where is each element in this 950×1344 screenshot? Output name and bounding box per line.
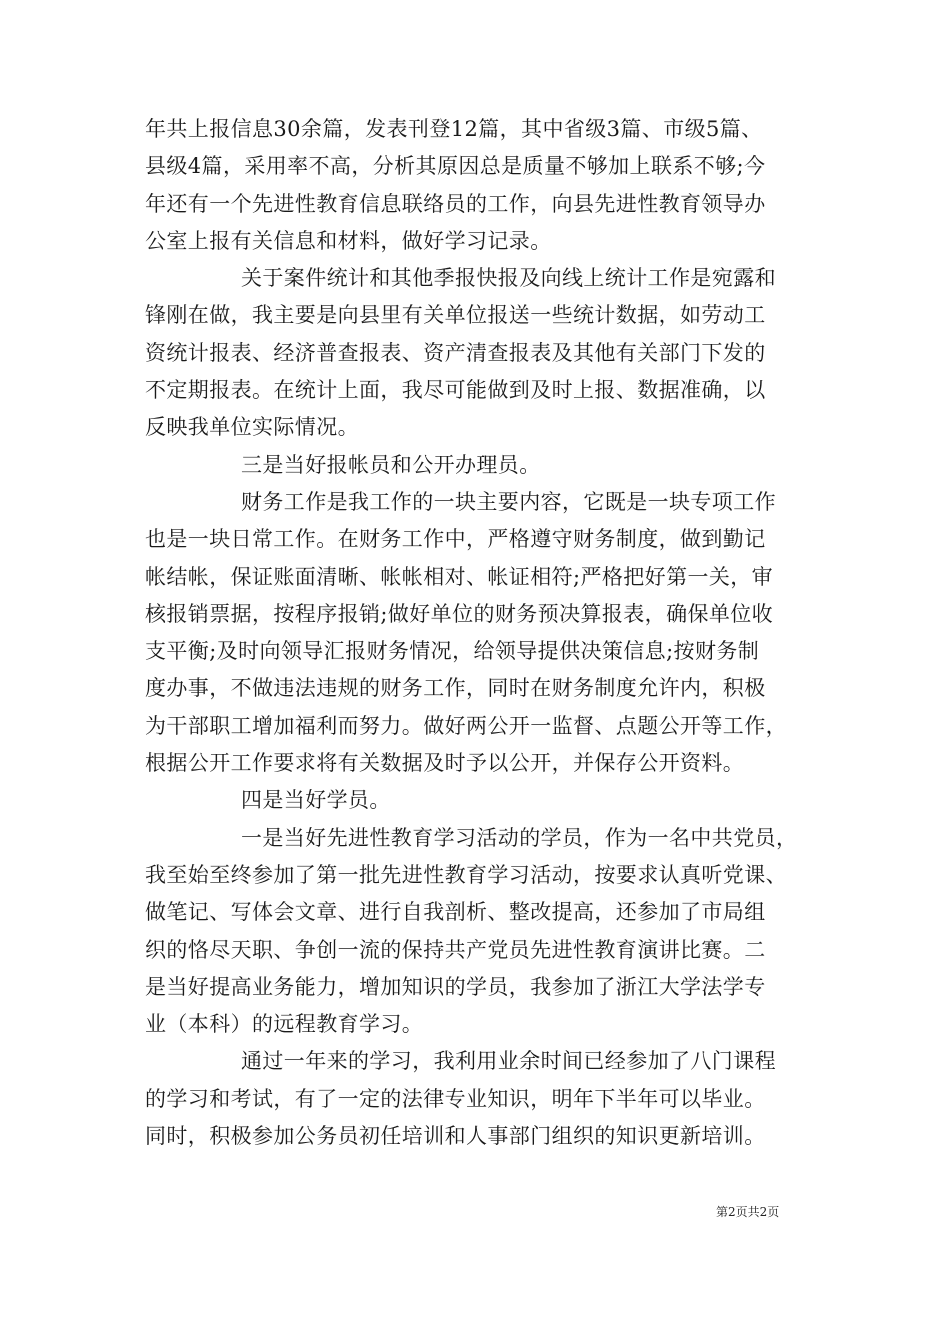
text-line: 核报销票据，按程序报销;做好单位的财务预决算报表，确保单位收 [145,601,774,626]
document-body [145,111,825,1155]
text-line: 业（本科）的远程教育学习。 [145,1012,424,1037]
page-number: 第2页共2页 [716,1205,780,1219]
text-line: 我至始至终参加了第一批先进性教育学习活动，按要求认真听党课、 [145,862,787,887]
text-line: 锋刚在做，我主要是向县里有关单位报送一些统计数据，如劳动工 [145,303,766,328]
paragraph-first-line: 一是当好先进性教育学习活动的学员，作为一名中共党员， [241,825,798,850]
text-line: 同时，积极参加公务员初任培训和人事部门组织的知识更新培训。 [145,1124,766,1149]
text-line: 年共上报信息30余篇，发表刊登12篇，其中省级3篇、市级5篇、 [145,117,763,141]
paragraph-first-line: 通过一年来的学习，我利用业余时间已经参加了八门课程 [241,1049,776,1074]
text-line: 资统计报表、经济普查报表、资产清查报表及其他有关部门下发的 [145,340,766,365]
text-line: 反映我单位实际情况。 [145,415,359,440]
text-line: 公室上报有关信息和材料，做好学习记录。 [145,228,552,253]
text-line: 度办事，不做违法违规的财务工作，同时在财务制度允许内，积极 [145,676,766,701]
paragraph-first-line: 四是当好学员。 [241,788,391,813]
paragraph-first-line: 财务工作是我工作的一块主要内容，它既是一块专项工作 [241,489,776,514]
text-line: 做笔记、写体会文章、进行自我剖析、整改提高，还参加了市局组 [145,900,766,925]
text-line: 是当好提高业务能力，增加知识的学员，我参加了浙江大学法学专 [145,974,766,999]
text-line: 织的恪尽天职、争创一流的保持共产党员先进性教育演讲比赛。二 [145,937,766,962]
text-line: 为干部职工增加福利而努力。做好两公开一监督、点题公开等工作， [145,713,787,738]
text-line: 县级4篇，采用率不高，分析其原因总是质量不够加上联系不够;今 [145,154,766,179]
text-line: 也是一块日常工作。在财务工作中，严格遵守财务制度，做到勤记 [145,527,766,552]
text-line: 帐结帐，保证账面清晰、帐帐相对、帐证相符;严格把好第一关，审 [145,564,774,589]
text-line: 根据公开工作要求将有关数据及时予以公开，并保存公开资料。 [145,751,745,776]
paragraph-first-line: 关于案件统计和其他季报快报及向线上统计工作是宛露和 [241,266,776,291]
paragraph-first-line: 三是当好报帐员和公开办理员。 [241,452,541,477]
text-line: 支平衡;及时向领导汇报财务情况，给领导提供决策信息;按财务制 [145,639,760,664]
text-line: 的学习和考试，有了一定的法律专业知识，明年下半年可以毕业。 [145,1086,766,1111]
text-line: 不定期报表。在统计上面，我尽可能做到及时上报、数据准确，以 [145,378,766,403]
text-line: 年还有一个先进性教育信息联络员的工作，向县先进性教育领导办 [145,191,766,216]
